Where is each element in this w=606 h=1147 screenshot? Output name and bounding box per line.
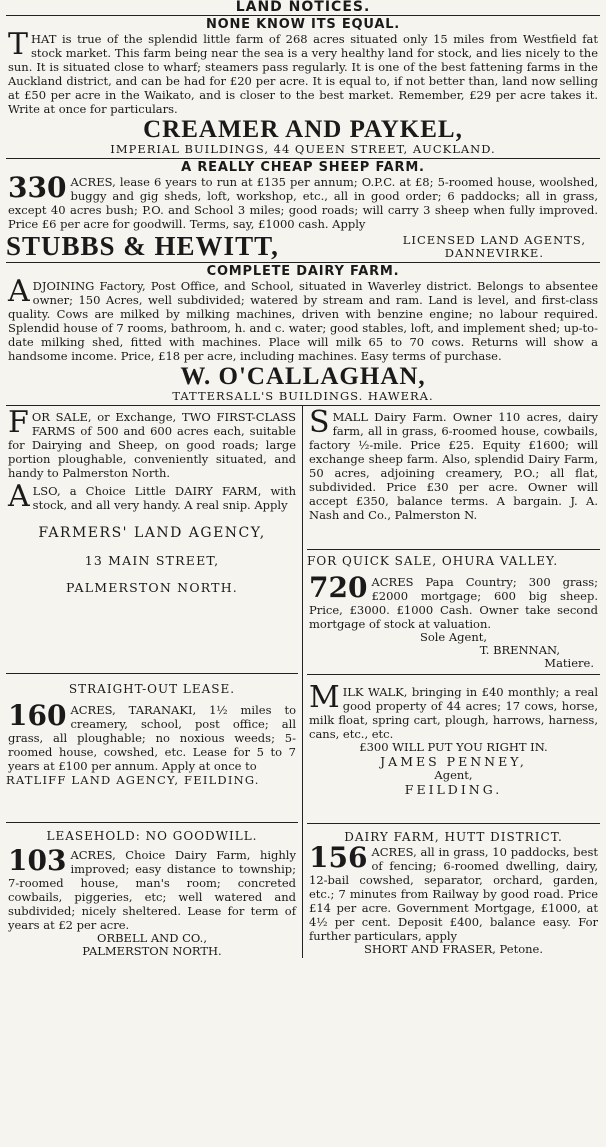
ad-text: ACRES Papa Country; 300 grass; £2000 mortgage; 600 big sheep. Price, £3000. £1000 Cash. Owner take second mortgage of stock at valuation. — [309, 575, 598, 631]
acreage-number: 160 — [8, 699, 67, 732]
ad-heading: A REALLY CHEAP SHEEP FARM. — [181, 160, 425, 175]
ad-heading: LEASEHOLD: NO GOODWILL. — [46, 829, 258, 843]
ad-stubbs-hewitt — [6, 158, 600, 262]
ad-body — [8, 27, 598, 116]
ad-brennan — [307, 549, 600, 674]
ad-body — [8, 405, 296, 480]
firm-name: W. O'CALLAGHAN, — [180, 363, 426, 390]
ad-ratliff — [6, 673, 298, 822]
agent-name: JAMES PENNEY, — [380, 754, 527, 769]
acreage-number: 720 — [309, 571, 368, 604]
firm-address: TATTERSALL'S BUILDINGS. HAWERA. — [172, 389, 434, 403]
firm-address: IMPERIAL BUILDINGS, 44 QUEEN STREET, AUCKLAND. — [110, 142, 496, 156]
ad-text: ACRES, TARANAKI, 1½ miles to creamery, school, post office; all grass, all ploughable; no noxious weeds; 5-roomed house, cowshed, etc. Lease for 5 to 7 years at £100 per annum. Apply at once to — [8, 703, 296, 773]
agent-town: Matiere. — [544, 656, 594, 670]
left-column — [6, 406, 303, 958]
ad-ocallaghan — [6, 262, 600, 403]
ad-body — [309, 405, 598, 522]
ad-text: DJOINING Factory, Post Office, and School, situated in Waverley district. Belongs to absentee owner; 150 Acres, well subdivided; watered by stream and ram. Land is level, and first-class quality. Cows are milked by milking machines, driven with benzine engine; no labour required. Splendid house of 7 rooms, bathroom, h. and c. water; good stables, loft, and implement shed; up-to-date milking shed, fitted with machines. Place will milk 65 to 70 cows. Returns will show a handsome income. Price, £18 per acre, including machines. Easy terms of purchase. — [8, 279, 598, 363]
drop-cap: A — [8, 274, 30, 309]
ad-body — [8, 844, 296, 932]
ad-farmers-land-agency — [6, 405, 298, 673]
ad-body — [309, 841, 598, 943]
firm-name: CREAMER AND PAYKEL, — [143, 116, 463, 143]
firm-name: STUBBS & HEWITT, — [6, 231, 279, 261]
right-column — [303, 406, 600, 958]
firm-name: FARMERS' LAND AGENCY, — [38, 525, 266, 541]
ad-short-fraser — [307, 823, 600, 956]
drop-cap: F — [8, 405, 29, 440]
price-line: £300 WILL PUT YOU RIGHT IN. — [359, 740, 548, 754]
ad-body — [309, 680, 598, 741]
ad-body — [8, 171, 598, 231]
ad-text: ACRES, lease 6 years to run at £135 per annum; O.P.C. at £8; 5-roomed house, woolshed, buggy and gig sheds, loft, workshop, etc., all in good order; 6 paddocks; all in grass, except 40 acres bush; P.O. and School 3 miles; good roads; will carry 3 sheep when fully improved. Price £6 per acre for goodwill. Terms, say, £1000 cash. Apply — [8, 175, 598, 231]
firm-town: PALMERSTON NORTH. — [66, 580, 238, 595]
drop-cap: M — [309, 680, 340, 715]
agent-town: FEILDING. — [404, 782, 503, 797]
sole-agent-label: Sole Agent, — [419, 630, 488, 644]
ad-text: ACRES, Choice Dairy Farm, highly improved; easy distance to township; 7-roomed house, man's room; concreted cowbails, piggeries, etc; well watered and subdivided; nicely sheltered. Lease for term of years at £2 per acre. — [8, 848, 296, 932]
two-column-section — [6, 405, 600, 958]
ad-body — [8, 274, 598, 363]
ad-heading: DAIRY FARM, HUTT DISTRICT. — [344, 830, 563, 844]
ad-text: LSO, a Choice Little DAIRY FARM, with stock, and all very handy. A real snip. Apply — [32, 484, 296, 512]
drop-cap: A — [8, 479, 30, 514]
ad-heading: COMPLETE DAIRY FARM. — [206, 264, 400, 279]
firm-name: ORBELL AND CO., — [97, 931, 207, 945]
page-header: LAND NOTICES. — [235, 0, 371, 15]
ad-heading: FOR QUICK SALE, OHURA VALLEY. — [307, 554, 559, 568]
firm-town: PALMERSTON NORTH. — [82, 944, 222, 958]
agents-town: DANNEVIRKE. — [444, 245, 544, 260]
agent-label: Agent, — [434, 768, 473, 782]
ad-penney — [307, 674, 600, 823]
firm-name: RATLIFF LAND AGENCY, FEILDING. — [6, 773, 260, 787]
drop-cap: S — [309, 405, 330, 440]
drop-cap: T — [8, 27, 29, 62]
agents-block — [403, 234, 600, 260]
ad-body — [309, 571, 598, 631]
ad-orbell — [6, 822, 298, 958]
agents-line: LICENSED LAND AGENTS, — [402, 232, 586, 247]
ad-text: ACRES, all in grass, 10 paddocks, best of fencing; 6-roomed dwelling, dairy, 12-bail cowshed, separator, orchard, garden, etc.; 7 minutes from Railway by good road. Price £14 per acre. Government Mortgage, £1000, at 4½ per cent. Deposit £400, balance easy. For further particulars, apply — [309, 845, 598, 943]
firm-name: SHORT AND FRASER, Petone. — [364, 942, 543, 956]
ad-body-2 — [8, 479, 296, 514]
firm-row — [6, 231, 600, 262]
acreage-number: 156 — [309, 841, 368, 874]
agent-name: T. BRENNAN, — [479, 643, 560, 657]
ad-text: MALL Dairy Farm. Owner 110 acres, dairy farm, all in grass, 6-roomed house, cowbails, factory ½-mile. Price £25. Equity £1600; will exchange sheep farm. Also, splendid Dairy Farm, 50 acres, adjoining creamery, P.O.; all flat, subdivided. Price £30 per acre. Owner will accept £350, balance terms. A bargain. J. A. Nash and Co., Palmerston N. — [309, 410, 598, 522]
acreage-number: 330 — [8, 171, 67, 204]
firm-street: 13 MAIN STREET, — [84, 553, 220, 568]
ad-body — [8, 699, 296, 773]
ad-text: OR SALE, or Exchange, TWO FIRST-CLASS FARMS of 500 and 600 acres each, suitable for Dairying and Sheep, on good roads; large portion ploughable, conveniently situated, and handy to Palmerston North. — [8, 410, 296, 480]
ad-nash — [307, 405, 600, 549]
ad-heading: NONE KNOW ITS EQUAL. — [205, 17, 401, 32]
acreage-number: 103 — [8, 844, 67, 877]
ad-heading: STRAIGHT-OUT LEASE. — [68, 682, 236, 696]
ad-text: HAT is true of the splendid little farm of 268 acres situated only 15 miles from Westfield fat stock market. This farm being near the sea is a very healthy land for stock, and lies nicely to the sun. It is situated close to wharf; steamers pass regularly. It is one of the best fattening farms in the Auckland district, and can be had for £20 per acre. It is equal to, if not better than, land now selling at £50 per acre in the Waikato, and is closer to the best market. Remember, £29 per acre takes it. Write at once for particulars. — [8, 32, 598, 116]
ad-creamer-paykel — [6, 15, 600, 156]
ad-text: ILK WALK, bringing in £40 monthly; a real good property of 44 acres; 17 cows, horse, milk float, spring cart, plough, harrows, harness, cans, etc., etc. — [309, 685, 598, 741]
